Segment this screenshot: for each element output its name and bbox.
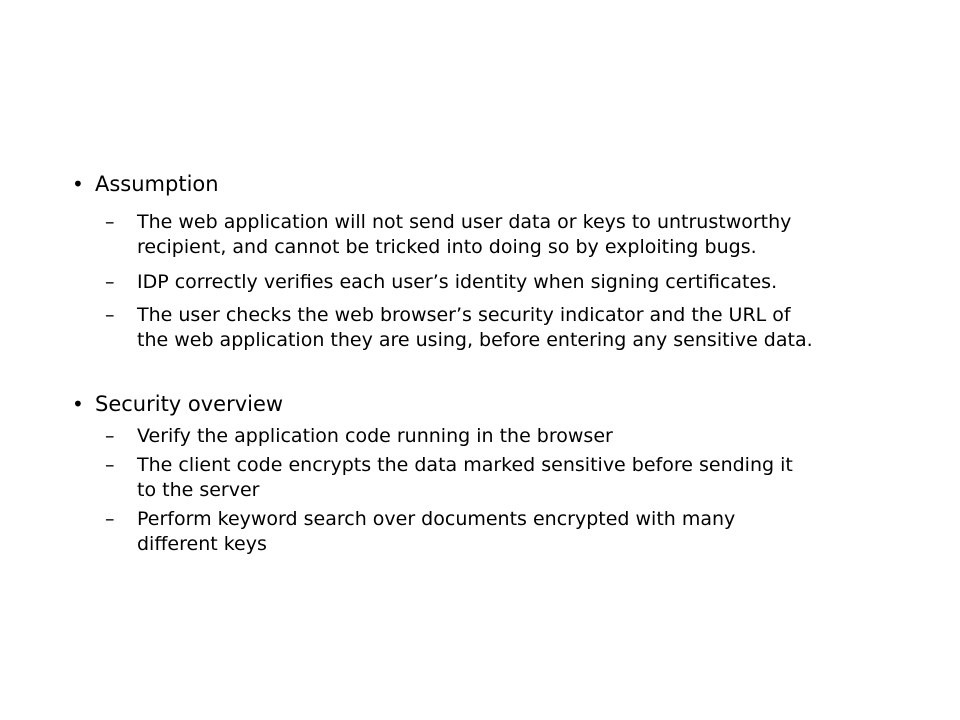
subitem-line: The user checks the web browser’s security indicator and the URL of <box>137 304 791 326</box>
subitem-line: The client code encrypts the data marked sensitive before sending it <box>137 454 793 476</box>
bullet-dot-icon: • <box>72 392 84 416</box>
dash-icon: – <box>105 304 115 326</box>
subitem <box>0 303 960 353</box>
bullet-heading-row <box>0 170 960 202</box>
bullet-heading: Security overview <box>95 392 284 416</box>
subitem-text <box>137 210 937 260</box>
subitem <box>0 507 960 557</box>
bullet-heading: Assumption <box>95 172 219 196</box>
subitem <box>0 210 960 260</box>
subitem-line: the web application they are using, before entering any sensitive data. <box>137 329 813 351</box>
bullet-heading-row <box>0 390 960 422</box>
subitem-line: different keys <box>137 533 267 555</box>
subitem-line: recipient, and cannot be tricked into doing so by exploiting bugs. <box>137 236 757 258</box>
section-assumption <box>0 170 960 353</box>
subitem-line: Verify the application code running in the browser <box>137 425 613 447</box>
subitem-line: Perform keyword search over documents encrypted with many <box>137 508 736 530</box>
subitem-line: IDP correctly verifies each user’s identity when signing certificates. <box>137 271 778 293</box>
subitem-text <box>137 303 937 353</box>
subitem-text <box>137 453 937 503</box>
dash-icon: – <box>105 211 115 233</box>
dash-icon: – <box>105 508 115 530</box>
subitem-text <box>137 507 937 557</box>
subitem <box>0 424 960 449</box>
subitem-line: The web application will not send user data or keys to untrustworthy <box>137 211 792 233</box>
subitem-line: to the server <box>137 479 260 501</box>
subitem <box>0 453 960 503</box>
subitem-text <box>137 270 937 295</box>
dash-icon: – <box>105 425 115 447</box>
dash-icon: – <box>105 454 115 476</box>
dash-icon: – <box>105 271 115 293</box>
section-security-overview <box>0 390 960 557</box>
subitem <box>0 270 960 295</box>
bullet-dot-icon: • <box>72 172 84 196</box>
subitem-text <box>137 424 937 449</box>
